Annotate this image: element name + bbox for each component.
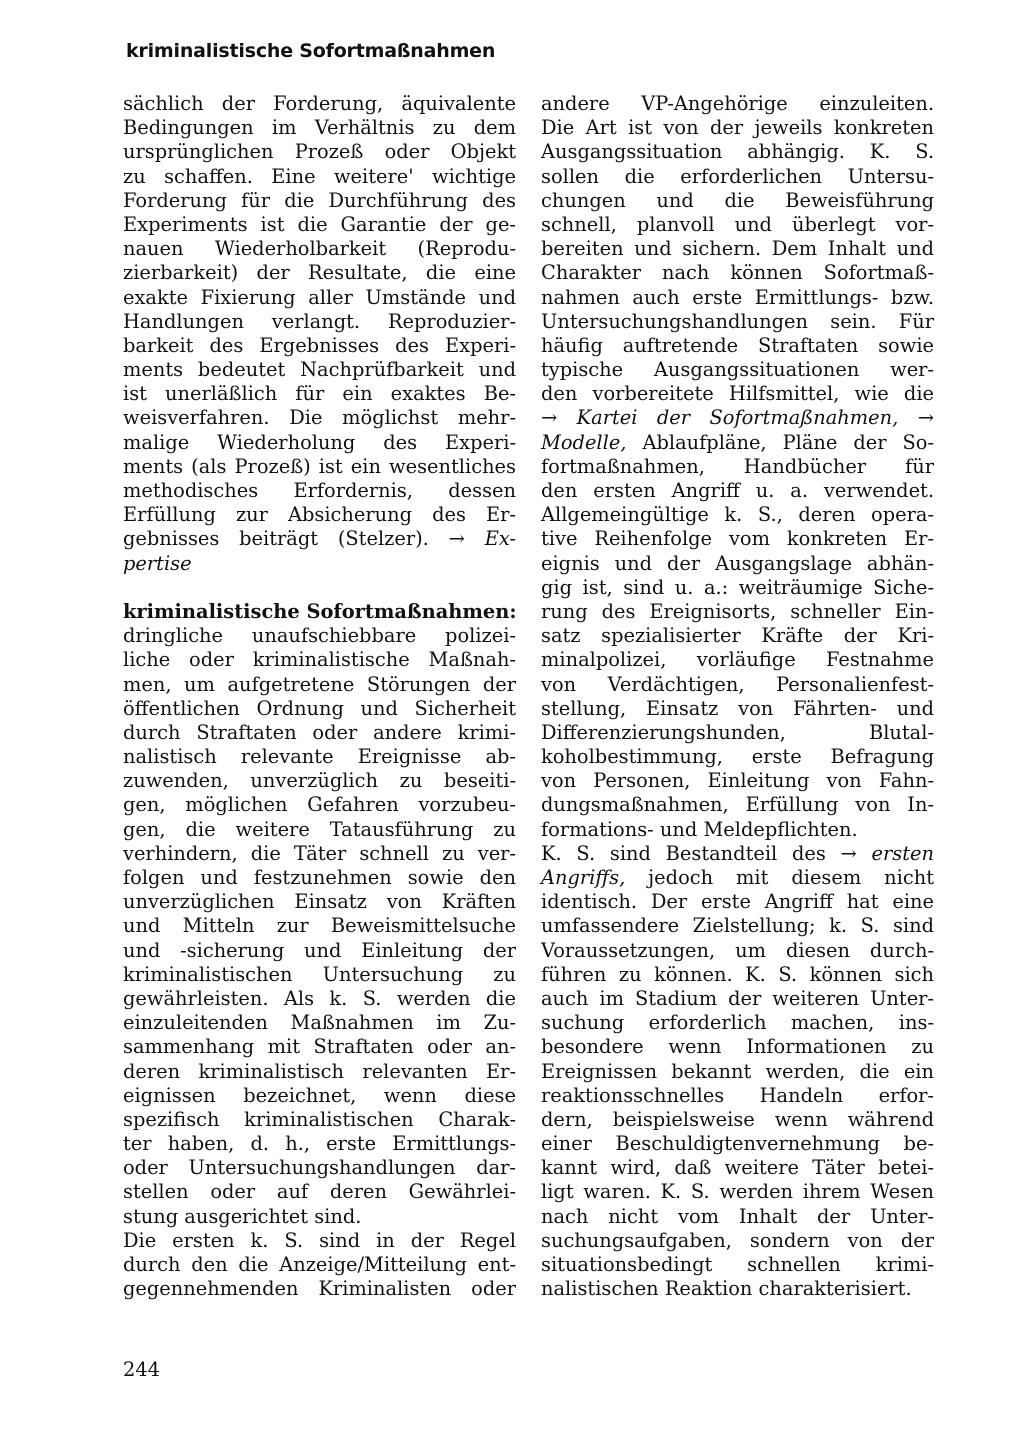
text-line: [123, 552, 516, 576]
text-line: Forderung für die Durchführung des: [123, 188, 516, 212]
text-line: Die ersten k. S. sind in der Regel: [123, 1228, 516, 1252]
text-line: malige Wiederholung des Experi-: [123, 430, 516, 454]
text-line: [541, 842, 934, 866]
text-line: gegennehmenden Kriminalisten oder: [123, 1277, 516, 1301]
text-line: gen, die weitere Tatausführung zu: [123, 817, 516, 841]
text-line: fortmaßnahmen, Handbücher für: [541, 454, 934, 478]
text-line: koholbestimmung, erste Befragung: [541, 745, 934, 769]
entry-lemma-line: [123, 600, 516, 624]
text-line: gen, möglichen Gefahren vorzubeu-: [123, 793, 516, 817]
text-line: stellung, Einsatz von Fährten- und: [541, 696, 934, 720]
text-line: identisch. Der erste Angriff hat eine: [541, 890, 934, 914]
page-number: 244: [123, 1358, 161, 1381]
text-line: tive Reihenfolge vom konkreten Er-: [541, 527, 934, 551]
text-line: ursprünglichen Prozeß oder Objekt: [123, 140, 516, 164]
text-line: öffentlichen Ordnung und Sicherheit: [123, 696, 516, 720]
text-line: [541, 866, 934, 890]
text-line: von Verdächtigen, Personalienfest-: [541, 672, 934, 696]
text-line: kriminalistischen Untersuchung zu: [123, 962, 516, 986]
text-line: den ersten Angriff u. a. verwendet.: [541, 479, 934, 502]
text-line: Handlungen verlangt. Reproduzier-: [123, 309, 516, 333]
text-line: von Personen, Einleitung von Fahn-: [541, 769, 934, 793]
text-line: den vorbereitete Hilfsmittel, wie die: [541, 382, 934, 406]
text-line: folgen und festzunehmen sowie den: [123, 866, 516, 889]
text-line: Charakter nach können Sofortmaß-: [541, 261, 934, 285]
right-column: [541, 92, 934, 1301]
text-line: nach nicht vom Inhalt der Unter-: [541, 1204, 934, 1228]
text-line: Voraussetzungen, um diesen durch-: [541, 938, 934, 962]
line-text: gebnisses beiträgt (Stelzer). →: [123, 527, 465, 551]
text-line: dungsmaßnahmen, Erfüllung von In-: [541, 793, 934, 817]
text-line: umfassendere Zielstellung; k. S. sind: [541, 914, 934, 938]
text-line: oder Untersuchungshandlungen dar-: [123, 1156, 516, 1180]
line-text: Ablaufpläne, Pläne der So-: [626, 430, 934, 454]
text-line: suchung erforderlich machen, ins-: [541, 1011, 934, 1035]
text-line: unverzüglichen Einsatz von Kräften: [123, 890, 516, 914]
cross-reference-link[interactable]: Modelle,: [541, 430, 627, 454]
text-line: suchungsaufgaben, sondern von der: [541, 1228, 934, 1252]
text-line: Erfüllung zur Absicherung des Er-: [123, 503, 516, 527]
line-text: jedoch mit diesem nicht: [625, 866, 934, 889]
text-line: typische Ausgangssituationen wer-: [541, 358, 934, 382]
text-line: verhindern, die Täter schnell zu ver-: [123, 841, 516, 865]
text-line: satz spezialisierter Kräfte der Kri-: [541, 624, 934, 648]
cross-reference-link[interactable]: Angriffs,: [541, 866, 626, 889]
text-line: dringliche unaufschiebbare polizei-: [123, 624, 516, 648]
text-line: dern, beispielsweise wenn während: [541, 1107, 934, 1131]
text-line: und -sicherung und Einleitung der: [123, 938, 516, 962]
text-line: zu schaffen. Eine weitere' wichtige: [123, 164, 516, 188]
text-line: nalistischen Reaktion charakterisiert.: [541, 1277, 912, 1301]
text-line: Bedingungen im Verhältnis zu dem: [123, 116, 516, 140]
text-line: Die Art ist von der jeweils konkreten: [541, 116, 934, 140]
text-line: Experiments ist die Garantie der ge-: [123, 212, 516, 236]
cross-reference-link[interactable]: pertise: [123, 551, 192, 575]
text-line: nalistisch relevante Ereignisse ab-: [123, 745, 516, 769]
text-line: [541, 406, 934, 430]
text-line: sollen die erforderlichen Untersu-: [541, 164, 934, 188]
text-line: methodisches Erfordernis, dessen: [123, 479, 516, 502]
text-line: nauen Wiederholbarkeit (Reprodu-: [123, 237, 516, 261]
text-line: bereiten und sichern. Dem Inhalt und: [541, 237, 934, 261]
text-line: stellen oder auf deren Gewährlei-: [123, 1180, 516, 1204]
text-line: eignis und der Ausgangslage abhän-: [541, 551, 934, 575]
cross-reference-link[interactable]: → Kartei der Sofortmaßnahmen, →: [541, 406, 934, 430]
left-column: [123, 92, 516, 1301]
text-line: deren kriminalistisch relevanten Er-: [123, 1059, 516, 1083]
text-line: einer Beschuldigtenvernehmung be-: [541, 1132, 934, 1156]
text-line: sächlich der Forderung, äquivalente: [123, 92, 516, 115]
cross-reference-link[interactable]: ersten: [871, 841, 934, 865]
text-line: barkeit des Ergebnisses des Experi-: [123, 333, 516, 357]
text-line: stung ausgerichtet sind.: [123, 1204, 362, 1228]
text-line: zuwenden, unverzüglich zu beseiti-: [123, 769, 516, 793]
text-line: schnell, planvoll und überlegt vor-: [541, 212, 934, 236]
text-line: ments bedeutet Nachprüfbarkeit und: [123, 358, 516, 382]
text-line: situationsbedingt schnellen krimi-: [541, 1253, 934, 1276]
text-line: formations- und Meldepflichten.: [541, 817, 858, 841]
line-text: K. S. sind Bestandteil des →: [541, 841, 857, 865]
text-line: nahmen auch erste Ermittlungs- bzw.: [541, 285, 934, 309]
cross-reference-link[interactable]: Ex-: [484, 527, 516, 551]
text-line: häufig auftretende Straftaten sowie: [541, 333, 934, 357]
entry-lemma: kriminalistische Sofortmaßnahmen:: [123, 599, 517, 623]
text-line: chungen und die Beweisführung: [541, 188, 934, 212]
paragraph-gap: [123, 576, 516, 600]
text-line: andere VP-Angehörige einzuleiten.: [541, 92, 934, 115]
text-line: liche oder kriminalistische Maßnah-: [123, 648, 516, 672]
text-line: ligt waren. K. S. werden ihrem Wesen: [541, 1180, 934, 1204]
text-line: Ereignissen bekannt werden, die ein: [541, 1059, 934, 1083]
text-line: men, um aufgetretene Störungen der: [123, 672, 516, 696]
text-line: Differenzierungshunden, Blutal-: [541, 720, 934, 744]
text-line: Ausgangssituation abhängig. K. S.: [541, 140, 934, 164]
text-line: durch den die Anzeige/Mitteilung ent-: [123, 1253, 516, 1276]
text-line: kannt wird, daß weitere Täter betei-: [541, 1156, 934, 1180]
text-line: Untersuchungshandlungen sein. Für: [541, 309, 934, 333]
text-line: minalpolizei, vorläufige Festnahme: [541, 648, 934, 672]
text-line: eignissen bezeichnet, wenn diese: [123, 1083, 516, 1107]
text-line: ter haben, d. h., erste Ermittlungs-: [123, 1132, 516, 1156]
text-line: Allgemeingültige k. S., deren opera-: [541, 503, 934, 527]
text-line: führen zu können. K. S. können sich: [541, 962, 934, 986]
text-line: durch Straftaten oder andere krimi-: [123, 720, 516, 744]
text-line: einzuleitenden Maßnahmen im Zu-: [123, 1011, 516, 1035]
text-line: spezifisch kriminalistischen Charak-: [123, 1107, 516, 1131]
text-line: gig ist, sind u. a.: weiträumige Siche-: [541, 575, 934, 599]
text-line: exakte Fixierung aller Umstände und: [123, 285, 516, 309]
text-line: besondere wenn Informationen zu: [541, 1035, 934, 1059]
text-line: und Mitteln zur Beweismittelsuche: [123, 914, 516, 938]
text-line: [541, 431, 934, 455]
text-line: reaktionsschnelles Handeln erfor-: [541, 1083, 934, 1107]
text-line: gewährleisten. Als k. S. werden die: [123, 986, 516, 1010]
text-line: weisverfahren. Die möglichst mehr-: [123, 406, 516, 430]
text-line: auch im Stadium der weiteren Unter-: [541, 986, 934, 1010]
text-line: rung des Ereignisorts, schneller Ein-: [541, 599, 934, 623]
text-line: [123, 527, 516, 551]
text-line: ist unerläßlich für ein exaktes Be-: [123, 382, 516, 406]
text-line: sammenhang mit Straftaten oder an-: [123, 1035, 516, 1059]
text-line: ments (als Prozeß) ist ein wesentliches: [123, 454, 516, 478]
text-line: zierbarkeit) der Resultate, die eine: [123, 261, 516, 285]
running-head: kriminalistische Sofortmaßnahmen: [126, 40, 496, 62]
